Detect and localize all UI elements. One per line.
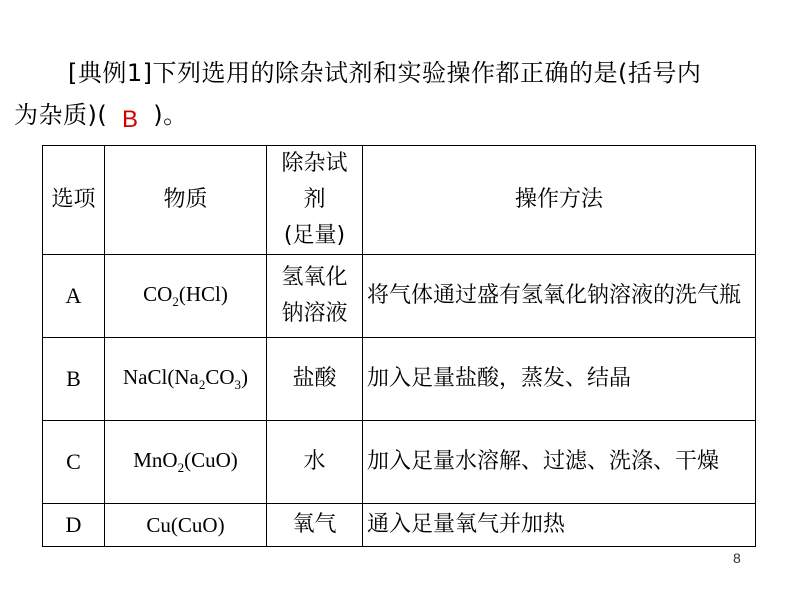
- page-number: 8: [733, 550, 741, 566]
- question-line-2: [14, 94, 784, 137]
- header-option: 选项: [43, 146, 105, 255]
- operation-cell: 加入足量水溶解、过滤、洗涤、干燥: [363, 421, 756, 504]
- reagent-cell: 氧气: [267, 504, 363, 547]
- question-line-1: [典例1]下列选用的除杂试剂和实验操作都正确的是(括号内: [68, 59, 702, 87]
- substance-cell: Cu(CuO): [105, 504, 267, 547]
- table-header-row: [43, 146, 756, 255]
- table-row: [43, 338, 756, 421]
- operation-cell: 加入足量盐酸，蒸发、结晶: [363, 338, 756, 421]
- header-reagent-line1: 除杂试剂: [281, 151, 348, 212]
- header-reagent-line2: (足量): [283, 223, 346, 248]
- header-substance: 物质: [105, 146, 267, 255]
- header-operation: 操作方法: [363, 146, 756, 255]
- question-line-2-suffix: )。: [153, 101, 188, 129]
- operation-cell: 将气体通过盛有氢氧化钠溶液的洗气瓶: [363, 255, 756, 338]
- operation-cell: 通入足量氧气并加热: [363, 504, 756, 547]
- table-row: [43, 255, 756, 338]
- reagent-cell: 盐酸: [267, 338, 363, 421]
- substance-cell: MnO$_2$(CuO): [105, 421, 267, 504]
- option-cell: B: [43, 338, 105, 421]
- answer-mark: B: [121, 106, 139, 133]
- substance-cell: $CO_2(HCl)$: [105, 255, 267, 338]
- reagent-cell: 水: [267, 421, 363, 504]
- table-row: [43, 504, 756, 547]
- option-cell: C: [43, 421, 105, 504]
- substance-cell: $NaCl(Na_2CO_3)$: [105, 338, 267, 421]
- table-row: [43, 421, 756, 504]
- question-line-2-prefix: 为杂质)(: [14, 101, 108, 129]
- impurity-removal-table: [42, 145, 756, 547]
- option-cell: D: [43, 504, 105, 547]
- reagent-cell: 氢氧化钠溶液: [267, 255, 363, 338]
- option-cell: A: [43, 255, 105, 338]
- header-reagent: [267, 146, 363, 255]
- question-text: [14, 52, 784, 137]
